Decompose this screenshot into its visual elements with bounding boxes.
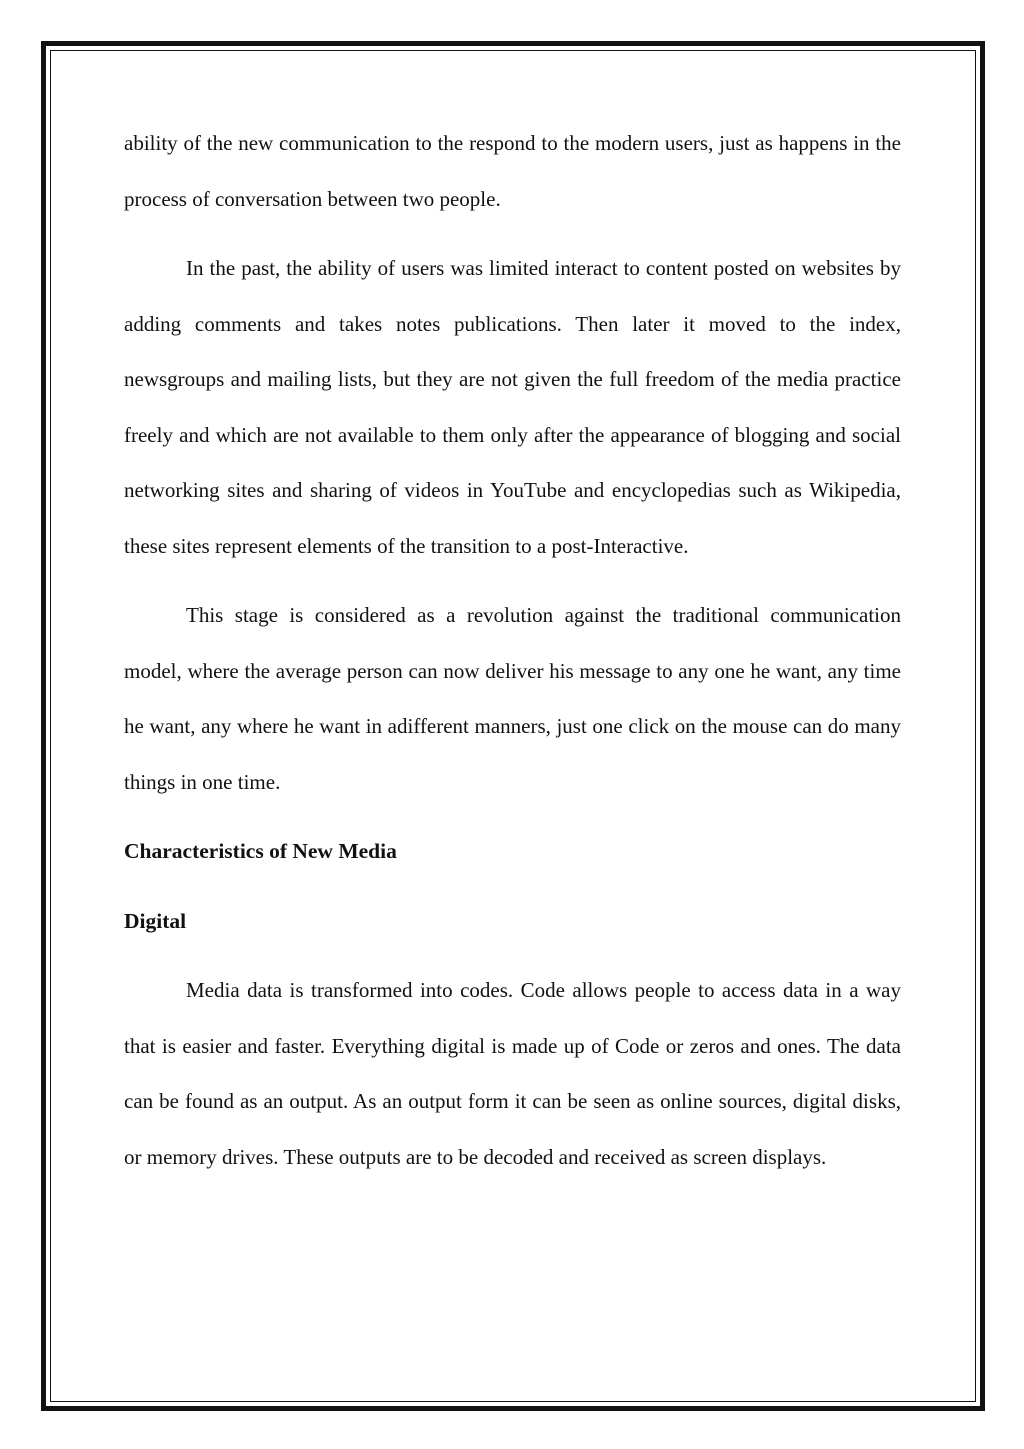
paragraph-revolution: This stage is considered as a revolution against the traditional communication model, where the average person can now deliver his message to any one he want, any time he want, any where he want in adifferent manners, just one click on the mouse can do many things in one time. — [124, 603, 901, 794]
paragraph-continuation: ability of the new communication to the respond to the modern users, just as happens in the process of conversation between two people. — [124, 131, 901, 211]
paragraph-digital: Media data is transformed into codes. Code allows people to access data in a way that is easier and faster. Everything digital is made up of Code or zeros and ones. The data can be found as an output. As an output form it can be seen as online sources, digital disks, or memory drives. These outputs are to be decoded and received as screen displays. — [124, 978, 901, 1169]
paragraph-gap — [124, 880, 901, 894]
paragraph-gap — [124, 227, 901, 241]
paragraph-gap — [124, 574, 901, 588]
subsection-heading: Digital — [124, 908, 187, 933]
paragraph-gap — [124, 949, 901, 963]
section-heading: Characteristics of New Media — [124, 839, 397, 863]
page-content — [124, 116, 901, 1185]
paragraph-gap — [124, 810, 901, 824]
paragraph-past-ability: In the past, the ability of users was limited interact to content posted on websites by adding comments and takes notes publications. Then later it moved to the index, newsgroups and mailing lists, but they are not given the full freedom of the media practice freely and which are not available to them only after the appearance of blogging and social networking sites and sharing of videos in YouTube and encyclopedias such as Wikipedia, these sites represent elements of the transition to a post-Interactive. — [124, 256, 901, 558]
